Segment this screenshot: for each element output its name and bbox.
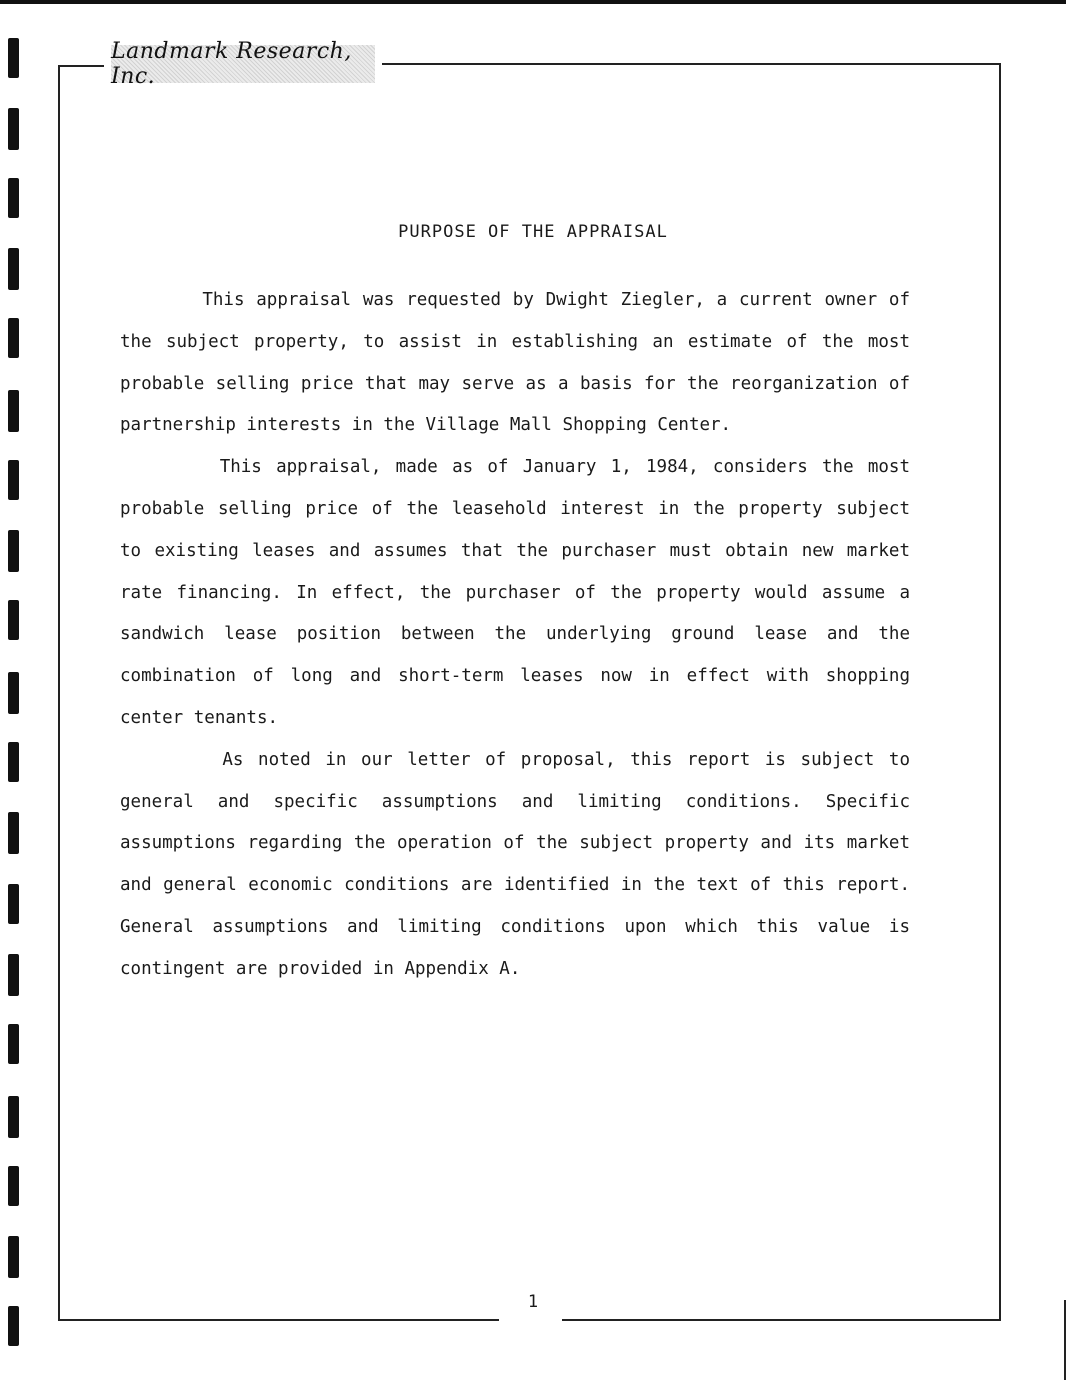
binding-mark [8, 460, 19, 500]
binding-mark [8, 600, 19, 640]
binding-mark [8, 1166, 19, 1206]
binding-mark [8, 248, 19, 290]
binding-mark [8, 390, 19, 432]
paragraph: As noted in our letter of proposal, this report is subject to general and specific assumptions and limiting conditions. Specific assumptions regarding the operation of the subject property and its market and general economic conditions are identified in the text of this report. General assumptions and limiting conditions upon which this value is contingent are provided in Appendix A. [120, 749, 910, 979]
binding-mark [8, 884, 19, 924]
frame-line [382, 63, 1001, 65]
paragraph: This appraisal, made as of January 1, 1984, considers the most probable selling price of the leasehold interest in the property subject to existing leases and assumes that the purchaser must obtain new market rate financing. In effect, the purchaser of the property would assume a sandwich lease position between the underlying ground lease and the combination of long and short-term leases now in effect with shopping center tenants. [120, 457, 910, 728]
binding-mark [8, 954, 19, 996]
binding-mark [8, 812, 19, 854]
logo-text: Landmark Research, Inc. [111, 39, 352, 89]
binding-mark [8, 178, 19, 218]
binding-mark [8, 1236, 19, 1278]
frame-line [58, 65, 104, 67]
page-title: PURPOSE OF THE APPRAISAL [398, 222, 668, 242]
frame-line [58, 65, 60, 1321]
binding-mark [8, 672, 19, 714]
binding-mark [8, 742, 19, 782]
body-text [120, 280, 910, 991]
binding-mark [8, 1096, 19, 1138]
binding-mark [8, 1306, 19, 1346]
frame-line [58, 1319, 499, 1321]
binding-mark [8, 108, 19, 150]
company-logo [111, 39, 375, 89]
frame-line [999, 63, 1001, 1321]
page-number: 1 [527, 1292, 539, 1312]
binding-mark [8, 1024, 19, 1064]
scan-top-edge [0, 0, 1066, 4]
binding-mark [8, 38, 19, 78]
binding-mark [8, 318, 19, 358]
binding-mark [8, 530, 19, 572]
frame-line [562, 1319, 1001, 1321]
paragraph: This appraisal was requested by Dwight Ziegler, a current owner of the subject property, to assist in establishing an estimate of the most probable selling price that may serve as a basis for the reorganization of partnership interests in the Village Mall Shopping Center. [120, 290, 910, 436]
